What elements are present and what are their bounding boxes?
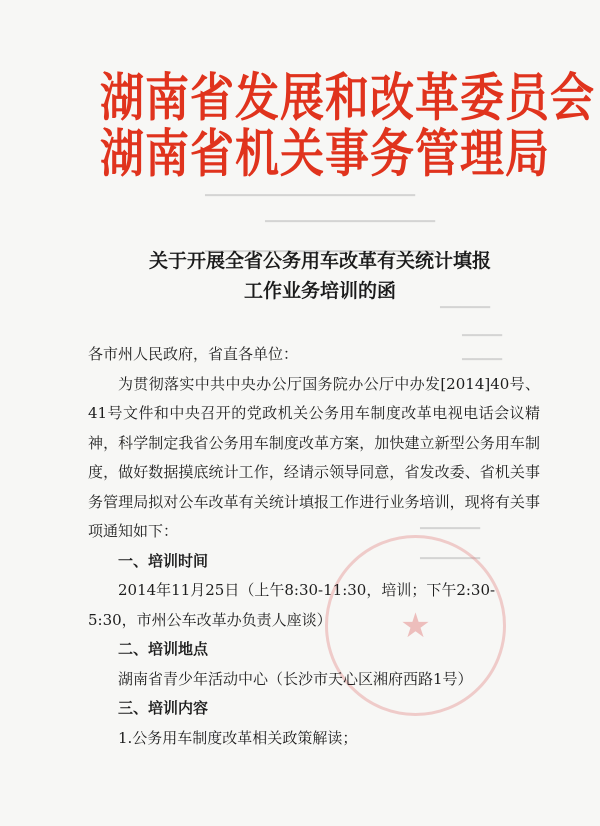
section-heading-location: 二、培训地点 [118, 640, 209, 658]
document-body [88, 340, 540, 753]
salutation: 各市州人民政府，省直各单位： [88, 345, 299, 363]
section-text-time: 2014年11月25日（上午8:30-11:30，培训；下午2:30-5:30，市州公车改革办负责人座谈） [88, 581, 496, 629]
bleed-through-text: ▁▁▁▁▁ [440, 294, 490, 309]
issuer-line-1: 湖南省发展和改革委员会 [100, 68, 595, 129]
section-heading-time: 一、培训时间 [118, 551, 209, 570]
bleed-through-text: ▁▁▁▁▁▁ [420, 545, 480, 560]
document-title [110, 246, 530, 307]
section-heading-content: 三、培训内容 [118, 699, 209, 717]
bleed-through-text: ▁▁▁▁ [462, 322, 502, 337]
section-text-location: 湖南省青少年活动中心（长沙市天心区湘府西路1号） [118, 669, 473, 688]
intro-paragraph: 为贯彻落实中共中央办公厅国务院办公厅中办发[2014]40号、41号文件和中央召开的党政机关公务用车制度改革电视电话会议精神，科学制定我省公务用车制度改革方案，加快建立新型公务用车制度，做好数据摸底统计工作，经请示领导同意，省发改委、省机关事务管理局拟对公车改革有关统计填报工作进行业务培训，现将有关事项通知如下： [88, 374, 540, 540]
bleed-through-text: ▁▁▁▁▁▁▁▁▁▁▁▁▁▁▁▁▁ [265, 208, 435, 223]
star-icon: ★ [400, 605, 431, 646]
bleed-through-text: ▁▁▁▁ [462, 346, 502, 361]
issuer-header [100, 68, 595, 188]
bleed-through-text: ▁▁▁▁▁▁▁▁▁▁▁▁▁▁▁▁▁▁▁▁▁ [205, 182, 415, 197]
issuer-line-2: 湖南省机关事务管理局 [100, 124, 550, 185]
section-text-content: 1.公务用车制度改革相关政策解读； [118, 728, 358, 747]
document-title-line-1: 关于开展全省公务用车改革有关统计填报 [148, 250, 491, 272]
document-title-line-2: 工作业务培训的函 [243, 280, 396, 303]
bleed-through-text: ▁▁▁▁▁▁ [420, 515, 480, 530]
bleed-through-text: ▁▁▁▁▁▁▁▁▁▁▁▁▁▁▁▁▁▁▁▁▁▁▁ [205, 238, 435, 253]
